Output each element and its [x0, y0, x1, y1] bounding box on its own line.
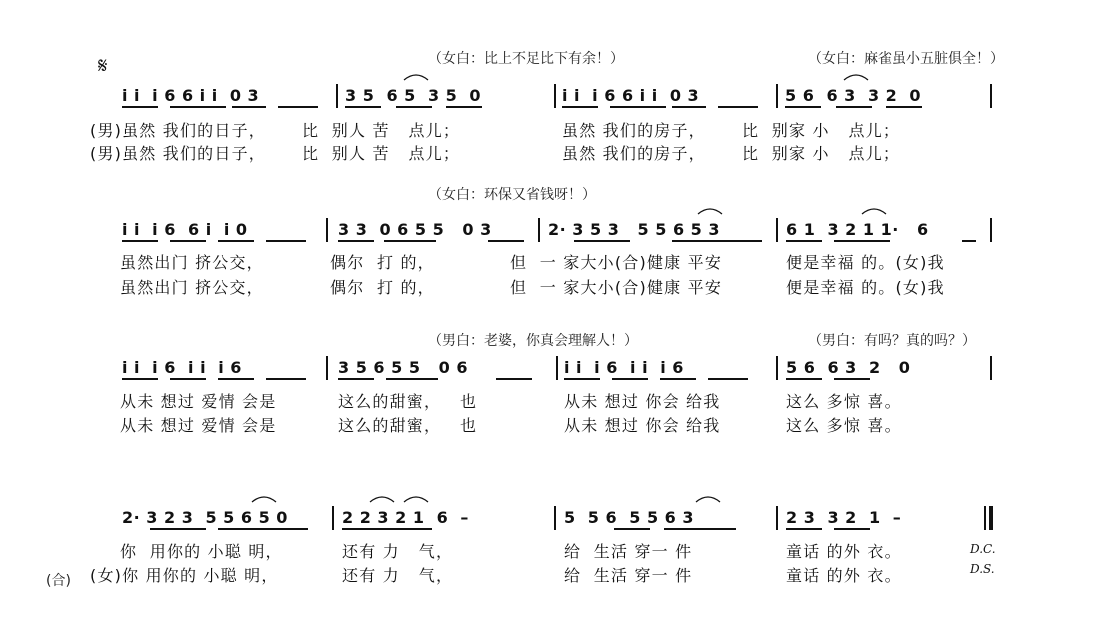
margin-label: (合): [46, 573, 71, 589]
lyric-line: 童话 的外 衣。: [786, 566, 902, 585]
dc-mark: D.C.: [970, 542, 996, 556]
dialogue: （男白：老婆，你真会理解人！）: [428, 333, 638, 349]
lyric-line: 从未 想过 你会 给我: [564, 416, 721, 435]
lyric-line: 这么 多惊 喜。: [786, 416, 902, 435]
notation-measure: 6 1 3 2 1 1· 6: [786, 220, 929, 239]
lyric-line: 从未 想过 爱情 会是: [120, 392, 277, 411]
notation-measure: i i i 6 i i i 6: [564, 358, 684, 377]
lyric-line: 这么的甜蜜， 也: [338, 416, 478, 435]
lyric-line: 比 别人 苦 点儿；: [302, 144, 461, 163]
slur: [844, 75, 868, 80]
lyric-line: 便是幸福 的。(女)我: [786, 253, 945, 272]
notation-measure: 3 5 6 5 5 0 6: [338, 358, 468, 377]
slur: [404, 75, 428, 80]
lyric-line: 偶尔 打 的，: [330, 278, 435, 297]
lyric-line: 比 别家 小 点儿；: [742, 121, 901, 140]
lyric-line: 便是幸福 的。(女)我: [786, 278, 945, 297]
notation-measure: 5 5 6 5 5 6 3: [564, 508, 694, 527]
segno-sign: 𝄋: [98, 54, 108, 79]
notation-measure: 5 6 6 3 2 0: [786, 358, 911, 377]
lyric-line: 给 生活 穿一 件: [564, 566, 693, 585]
notation-measure: 2 2 3 2 1 6 –: [342, 508, 469, 527]
lyric-line: (男)虽然 我们的日子，: [90, 121, 266, 140]
lyric-line: 还有 力 气，: [342, 566, 454, 585]
dialogue: （女白：麻雀虽小五脏俱全！）: [808, 51, 1004, 67]
lyric-line: 这么 多惊 喜。: [786, 392, 902, 411]
lyric-line: 比 别人 苦 点儿；: [302, 121, 461, 140]
slur: [862, 209, 886, 214]
notation-measure: 3 3 0 6 5 5 0 3: [338, 220, 492, 239]
lyric-line: 从未 想过 你会 给我: [564, 392, 721, 411]
slur: [252, 497, 276, 502]
lyric-line: (男)虽然 我们的日子，: [90, 144, 266, 163]
lyric-line: 但 一 家大小(合)健康 平安: [510, 278, 723, 297]
lyric-line: 还有 力 气，: [342, 542, 454, 561]
lyric-line: (女)你 用你的 小聪 明，: [90, 566, 279, 585]
lyric-line: 给 生活 穿一 件: [564, 542, 693, 561]
lyric-line: 从未 想过 爱情 会是: [120, 416, 277, 435]
lyric-line: 你 用你的 小聪 明，: [120, 542, 283, 561]
notation-measure: 3 5 6 5 3 5 0: [345, 86, 482, 105]
notation-measure: 2 3 3 2 1 –: [786, 508, 902, 527]
lyric-line: 但 一 家大小(合)健康 平安: [510, 253, 723, 272]
lyric-line: 虽然出门 挤公交，: [120, 253, 264, 272]
dialogue: （女白：比上不足比下有余！）: [428, 51, 624, 67]
dialogue: （女白：环保又省钱呀！）: [428, 187, 596, 203]
notation-measure: i i i 6 6 i i 0 3: [122, 86, 260, 105]
notation-measure: i i i 6 6 i i 0: [122, 220, 248, 239]
lyric-line: 虽然 我们的房子，: [562, 121, 706, 140]
lyric-line: 这么的甜蜜， 也: [338, 392, 478, 411]
slur: [370, 497, 394, 502]
slur: [696, 497, 720, 502]
notation-measure: 5 6 6 3 3 2 0: [785, 86, 922, 105]
lyric-line: 虽然 我们的房子，: [562, 144, 706, 163]
lyric-line: 偶尔 打 的，: [330, 253, 435, 272]
slur: [404, 497, 428, 502]
slur: [698, 209, 722, 214]
notation-measure: i i i 6 6 i i 0 3: [562, 86, 700, 105]
notation-measure: 2· 3 2 3 5 5 6 5 0: [122, 508, 288, 527]
notation-measure: i i i 6 i i i 6: [122, 358, 242, 377]
notation-measure: 2· 3 5 3 5 5 6 5 3: [548, 220, 720, 239]
lyric-line: 比 别家 小 点儿；: [742, 144, 901, 163]
dialogue: （男白：有吗？真的吗？）: [808, 333, 976, 349]
lyric-line: 虽然出门 挤公交，: [120, 278, 264, 297]
ds-mark: D.S.: [970, 562, 995, 576]
lyric-line: 童话 的外 衣。: [786, 542, 902, 561]
